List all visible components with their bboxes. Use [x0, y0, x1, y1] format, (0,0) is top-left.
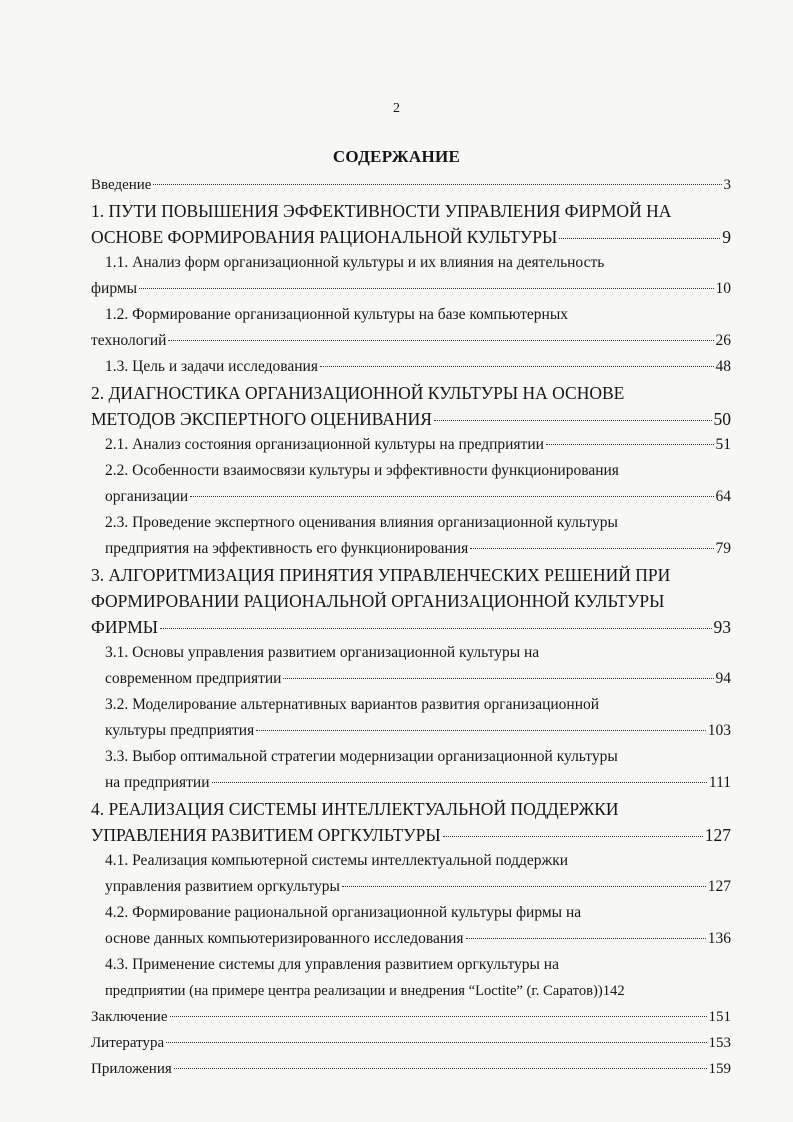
page-ref: 26: [715, 332, 731, 349]
dot-leader: [170, 1015, 707, 1017]
page-ref: 94: [715, 670, 731, 687]
toc-entry-chapter-2[interactable]: 2. ДИАГНОСТИКА ОРГАНИЗАЦИОННОЙ КУЛЬТУРЫ НА ОСНОВЕ МЕТОДОВ ЭКСПЕРТНОГО ОЦЕНИВАНИЯ 50: [91, 380, 731, 432]
toc-entry-section-4-3[interactable]: 4.3. Применение системы для управления развитием оргкультуры на предприятии (на примере центра реализации и внедрения “Loctite” (г. Саратов)) 142: [91, 952, 731, 1004]
dot-leader: [466, 937, 706, 939]
table-of-contents: [91, 172, 731, 1082]
toc-entry-section-1-1[interactable]: 1.1. Анализ форм организационной культуры и их влияния на деятельность фирмы 10: [91, 250, 731, 302]
toc-title: СОДЕРЖАНИЕ: [332, 147, 461, 166]
toc-entry-chapter-1[interactable]: 1. ПУТИ ПОВЫШЕНИЯ ЭФФЕКТИВНОСТИ УПРАВЛЕНИЯ ФИРМОЙ НА ОСНОВЕ ФОРМИРОВАНИЯ РАЦИОНАЛЬНОЙ КУЛЬТУРЫ 9: [91, 198, 731, 250]
page-ref: 136: [707, 930, 731, 947]
dot-leader: [166, 1041, 706, 1043]
toc-entry-section-2-2[interactable]: 2.2. Особенности взаимосвязи культуры и эффективности функционирования организации 64: [91, 458, 731, 510]
dot-leader: [256, 729, 706, 731]
toc-entry-section-4-1[interactable]: 4.1. Реализация компьютерной системы интеллектуальной поддержки управления развитием оргкультуры 127: [91, 848, 731, 900]
dot-leader: [470, 547, 713, 549]
toc-entry-section-3-2[interactable]: 3.2. Моделирование альтернативных вариантов развития организационной культуры предприятия 103: [91, 692, 731, 744]
dot-leader: [139, 287, 713, 289]
page-ref: 153: [708, 1035, 731, 1051]
toc-entry-section-4-2[interactable]: 4.2. Формирование рациональной организационной культуры фирмы на основе данных компьютеризированного исследования 136: [91, 900, 731, 952]
page-ref: 3: [723, 177, 731, 193]
dot-leader: [443, 835, 703, 837]
dot-leader: [168, 339, 713, 341]
toc-entry-section-2-3[interactable]: 2.3. Проведение экспертного оценивания влияния организационной культуры предприятия на эффективность его функционирования 79: [91, 510, 731, 562]
page-ref: 10: [715, 280, 731, 297]
toc-entry-section-1-2[interactable]: 1.2. Формирование организационной культуры на базе компьютерных технологий 26: [91, 302, 731, 354]
toc-entry-literature[interactable]: Литература 153: [91, 1030, 731, 1056]
toc-entry-chapter-4[interactable]: 4. РЕАЛИЗАЦИЯ СИСТЕМЫ ИНТЕЛЛЕКТУАЛЬНОЙ ПОДДЕРЖКИ УПРАВЛЕНИЯ РАЗВИТИЕМ ОРГКУЛЬТУРЫ 127: [91, 796, 731, 848]
page-ref: 111: [708, 774, 731, 791]
dot-leader: [320, 365, 714, 367]
dot-leader: [342, 885, 706, 887]
dot-leader: [160, 627, 711, 629]
page-ref: 93: [713, 617, 731, 637]
toc-entry-section-3-1[interactable]: 3.1. Основы управления развитием организационной культуры на современном предприятии 94: [91, 640, 731, 692]
dot-leader: [174, 1067, 707, 1069]
page-ref: 79: [715, 540, 731, 557]
toc-entry-section-1-3[interactable]: 1.3. Цель и задачи исследования 48: [91, 354, 731, 380]
page-ref: 127: [707, 878, 731, 895]
page-ref: 9: [722, 227, 731, 247]
dot-leader: [212, 781, 707, 783]
page-ref: 142: [602, 983, 625, 999]
page-ref: 48: [715, 358, 731, 375]
toc-entry-chapter-3[interactable]: 3. АЛГОРИТМИЗАЦИЯ ПРИНЯТИЯ УПРАВЛЕНЧЕСКИХ РЕШЕНИЙ ПРИ ФОРМИРОВАНИИ РАЦИОНАЛЬНОЙ ОРГАНИЗАЦИОННОЙ КУЛЬТУРЫ ФИРМЫ 93: [91, 562, 731, 640]
page-ref: 50: [713, 409, 731, 429]
toc-entry-conclusion[interactable]: Заключение 151: [91, 1004, 731, 1030]
page-ref: 151: [708, 1009, 731, 1025]
dot-leader: [546, 443, 714, 445]
page-ref: 103: [707, 722, 731, 739]
dot-leader: [283, 677, 713, 679]
page-ref: 127: [704, 825, 731, 845]
dot-leader: [190, 495, 713, 497]
dot-leader: [559, 237, 720, 239]
dot-leader: [153, 183, 721, 185]
toc-entry-section-2-1[interactable]: 2.1. Анализ состояния организационной культуры на предприятии 51: [91, 432, 731, 458]
page-ref: 51: [715, 436, 731, 453]
page-ref: 64: [715, 488, 731, 505]
page-ref: 159: [708, 1061, 731, 1077]
dot-leader: [434, 419, 712, 421]
page-number: 2: [393, 101, 400, 116]
toc-entry-section-3-3[interactable]: 3.3. Выбор оптимальной стратегии модернизации организационной культуры на предприятии 111: [91, 744, 731, 796]
toc-entry-appendices[interactable]: Приложения 159: [91, 1056, 731, 1082]
toc-entry-introduction[interactable]: Введение 3: [91, 172, 731, 198]
